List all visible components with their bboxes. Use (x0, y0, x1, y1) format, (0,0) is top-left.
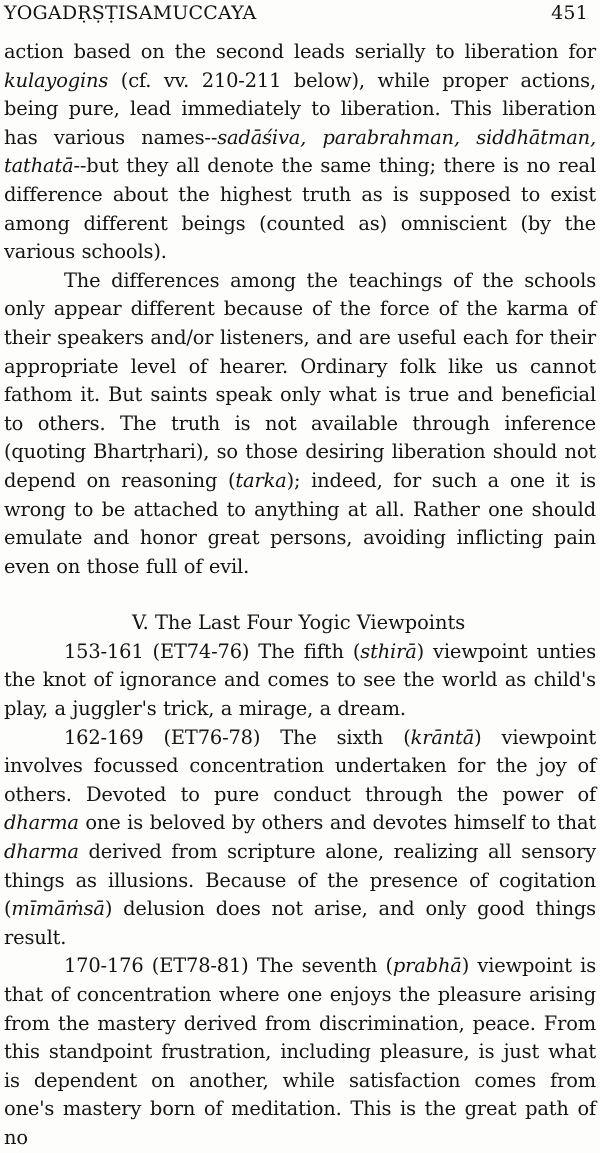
text-run: one is beloved by others and devotes himself to that (78, 811, 596, 835)
italic-term: tarka (235, 468, 287, 492)
text-run: The differences among the teachings of the schools only appear different because of the force of the karma of their speakers and/or listeners, and are useful each for their appropriate level of hearer. Ordinary folk like us cannot fathom it. But saints speak only what is true and beneficial to others. The truth is not available through inference (quoting Bhartṛhari), so those desiring liberation should not depend on reasoning ( (4, 268, 596, 492)
opening-paragraphs (4, 38, 596, 581)
text-run: ) viewpoint unties the knot of ignorance and comes to see the world as child's play, a juggler's trick, a mirage, a dream. (4, 639, 597, 721)
italic-term: krāntā (410, 725, 475, 749)
text-run: 162-169 (ET76-78) The sixth ( (64, 725, 411, 749)
italic-term: dharma (4, 840, 79, 864)
body-text (4, 38, 596, 1153)
text-run: ) delusion does not arise, and only good things result. (4, 897, 596, 949)
italic-term: sadāśiva, parabrahman, siddhātman, tathatā (4, 125, 596, 178)
text-run: (cf. vv. 210-211 below), while proper actions, being pure, lead immediately to liberation. This liberation has various names-- (4, 68, 596, 149)
paragraph (4, 952, 596, 1152)
italic-term: prabhā (392, 954, 462, 978)
text-run: ); indeed, for such a one it is wrong to be attached to anything at all. Rather one should emulate and honor great persons, avoiding inflicting pain even on those full of evil. (4, 468, 596, 578)
italic-term: dharma (4, 811, 79, 835)
paragraph (4, 638, 596, 724)
italic-term: mīmāṁsā (11, 897, 105, 921)
text-run: ) viewpoint is that of concentration where one enjoys the pleasure arising from the mastery derived from discrimination, peace. From this standpoint frustration, including pleasure, is just what is dependent on another, while satisfaction comes from one's mastery born of meditation. This is the great path of no (4, 954, 596, 1149)
text-run: derived from scripture alone, realizing all sensory things as illusions. Because of the presence of cogitation ( (4, 840, 596, 921)
section-heading: V. The Last Four Yogic Viewpoints (132, 611, 466, 635)
text-run: 170-176 (ET78-81) The seventh ( (64, 954, 393, 978)
paragraph (4, 724, 596, 953)
section-break (4, 581, 596, 609)
text-run: action based on the second leads serially to liberation for (4, 40, 596, 63)
running-head (4, 0, 596, 26)
italic-term: kulayogins (4, 68, 109, 92)
paragraph (4, 267, 596, 582)
paragraph (4, 38, 596, 267)
section-paragraphs (4, 638, 596, 1153)
running-head-title: YOGADṚṢṬISAMUCCAYA (4, 2, 257, 24)
text-run: --but they all denote the same thing; there is no real difference about the highest truth as is supposed to exist among different beings (counted as) omniscient (by the various schools). (4, 154, 596, 264)
italic-term: sthirā (360, 639, 417, 663)
page-number: 451 (551, 2, 588, 24)
text-run: 153-161 (ET74-76) The fifth ( (64, 639, 361, 663)
text-run: ) viewpoint involves focussed concentration undertaken for the joy of others. Devoted to pure conduct through the power of (4, 725, 596, 806)
